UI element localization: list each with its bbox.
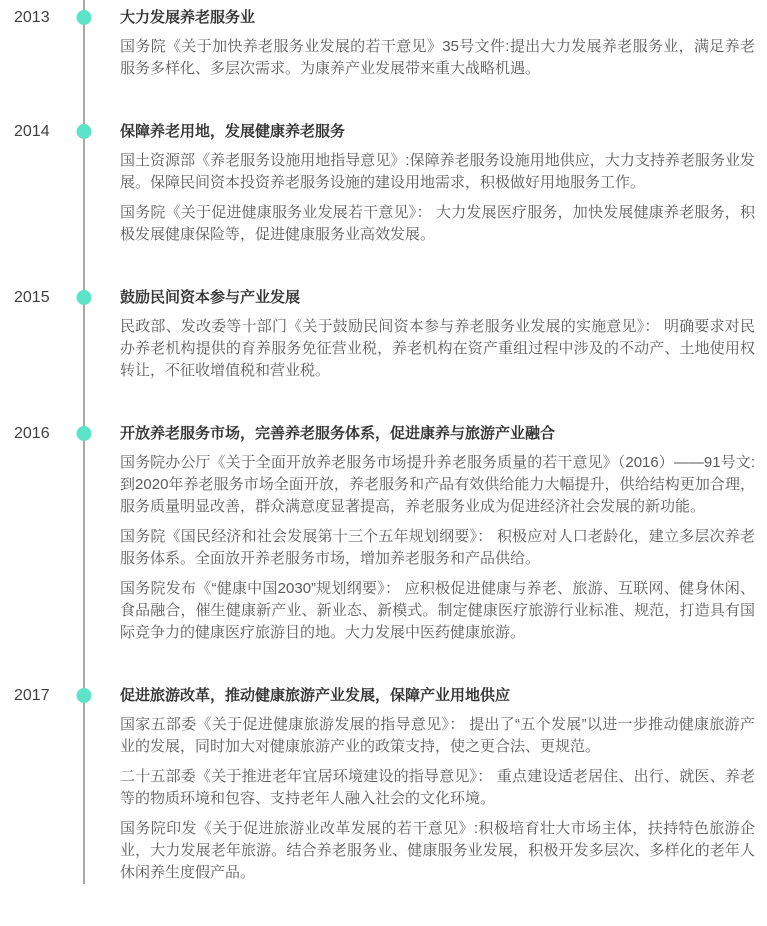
timeline-sections: [0, 8, 767, 884]
entry-paragraph: 二十五部委《关于推进老年宜居环境建设的指导意见》： 重点建设适老居住、出行、就医、养老等的物质环境和包容、支持老年人融入社会的文化环境。: [120, 768, 755, 807]
timeline-entry: [108, 424, 767, 644]
timeline-dot-icon: [77, 290, 92, 305]
timeline-gutter: [60, 288, 108, 382]
entry-title: 保障养老用地，发展健康养老服务: [120, 123, 346, 140]
timeline-section: [0, 424, 767, 644]
timeline-entry: [108, 122, 767, 246]
entry-title: 开放养老服务市场，完善养老服务体系，促进康养与旅游产业融合: [120, 425, 556, 442]
timeline-section: [0, 288, 767, 382]
timeline-gutter: [60, 424, 108, 644]
entry-paragraph: 国务院办公厅《关于全面开放养老服务市场提升养老服务质量的若干意见》（2016）——91号文:到2020年养老服务市场全面开放，养老服务和产品有效供给能力大幅提升，供给结构更加合理，服务质量明显改善，群众满意度显著提高，养老服务业成为促进经济社会发展的新功能。: [120, 454, 755, 515]
timeline-dot-icon: [77, 10, 92, 25]
timeline-entry: [108, 686, 767, 884]
timeline-year-label: 2014: [14, 123, 50, 140]
timeline-gutter: [60, 686, 108, 884]
timeline-year-label: 2015: [14, 289, 50, 306]
timeline-section: [0, 8, 767, 80]
entry-paragraph: 国土资源部《养老服务设施用地指导意见》:保障养老服务设施用地供应，大力支持养老服务业发展。保障民间资本投资养老服务设施的建设用地需求，积极做好用地服务工作。: [120, 152, 755, 191]
timeline-gutter: [60, 8, 108, 80]
entry-title: 鼓励民间资本参与产业发展: [120, 289, 301, 306]
entry-paragraph: 国务院印发《关于促进旅游业改革发展的若干意见》:积极培育壮大市场主体，扶持特色旅游企业，大力发展老年旅游。结合养老服务业、健康服务业发展，积极开发多层次、多样化的老年人休闲养生度假产品。: [120, 820, 755, 881]
entry-title: 大力发展养老服务业: [120, 9, 256, 26]
timeline-year-label: 2016: [14, 425, 50, 442]
timeline-section: [0, 686, 767, 884]
entry-paragraph: 国务院发布《“健康中国2030”规划纲要》： 应积极促进健康与养老、旅游、互联网、健身休闲、食品融合，催生健康新产业、新业态、新模式。制定健康医疗旅游行业标准、规范，打造具有国际竞争力的健康医疗旅游目的地。大力发展中医药健康旅游。: [120, 580, 755, 641]
timeline-entry: [108, 288, 767, 382]
timeline-section: [0, 122, 767, 246]
entry-paragraph: 民政部、发改委等十部门《关于鼓励民间资本参与养老服务业发展的实施意见》： 明确要求对民办养老机构提供的育养服务免征营业税，养老机构在资产重组过程中涉及的不动产、土地使用权转让，不征收增值税和营业税。: [120, 318, 755, 379]
entry-paragraph: 国务院《国民经济和社会发展第十三个五年规划纲要》： 积极应对人口老龄化，建立多层次养老服务体系。全面放开养老服务市场，增加养老服务和产品供给。: [120, 528, 755, 567]
timeline-dot-icon: [77, 124, 92, 139]
timeline-year-label: 2017: [14, 687, 50, 704]
entry-paragraph: 国务院《关于加快养老服务业发展的若干意见》35号文件:提出大力发展养老服务业，满足养老服务多样化、多层次需求。为康养产业发展带来重大战略机遇。: [120, 38, 755, 77]
entry-title: 促进旅游改革，推动健康旅游产业发展，保障产业用地供应: [120, 687, 511, 704]
entry-paragraph: 国务院《关于促进健康服务业发展若干意见》： 大力发展医疗服务，加快发展健康养老服务，积极发展健康保险等，促进健康服务业高效发展。: [120, 204, 755, 243]
entry-paragraph: 国家五部委《关于促进健康旅游发展的指导意见》： 提出了“五个发展”以进一步推动健康旅游产业的发展，同时加大对健康旅游产业的政策支持，使之更合法、更规范。: [120, 716, 755, 755]
timeline-gutter: [60, 122, 108, 246]
timeline-year-label: 2013: [14, 9, 50, 26]
timeline-dot-icon: [77, 688, 92, 703]
timeline-dot-icon: [77, 426, 92, 441]
timeline-entry: [108, 8, 767, 80]
